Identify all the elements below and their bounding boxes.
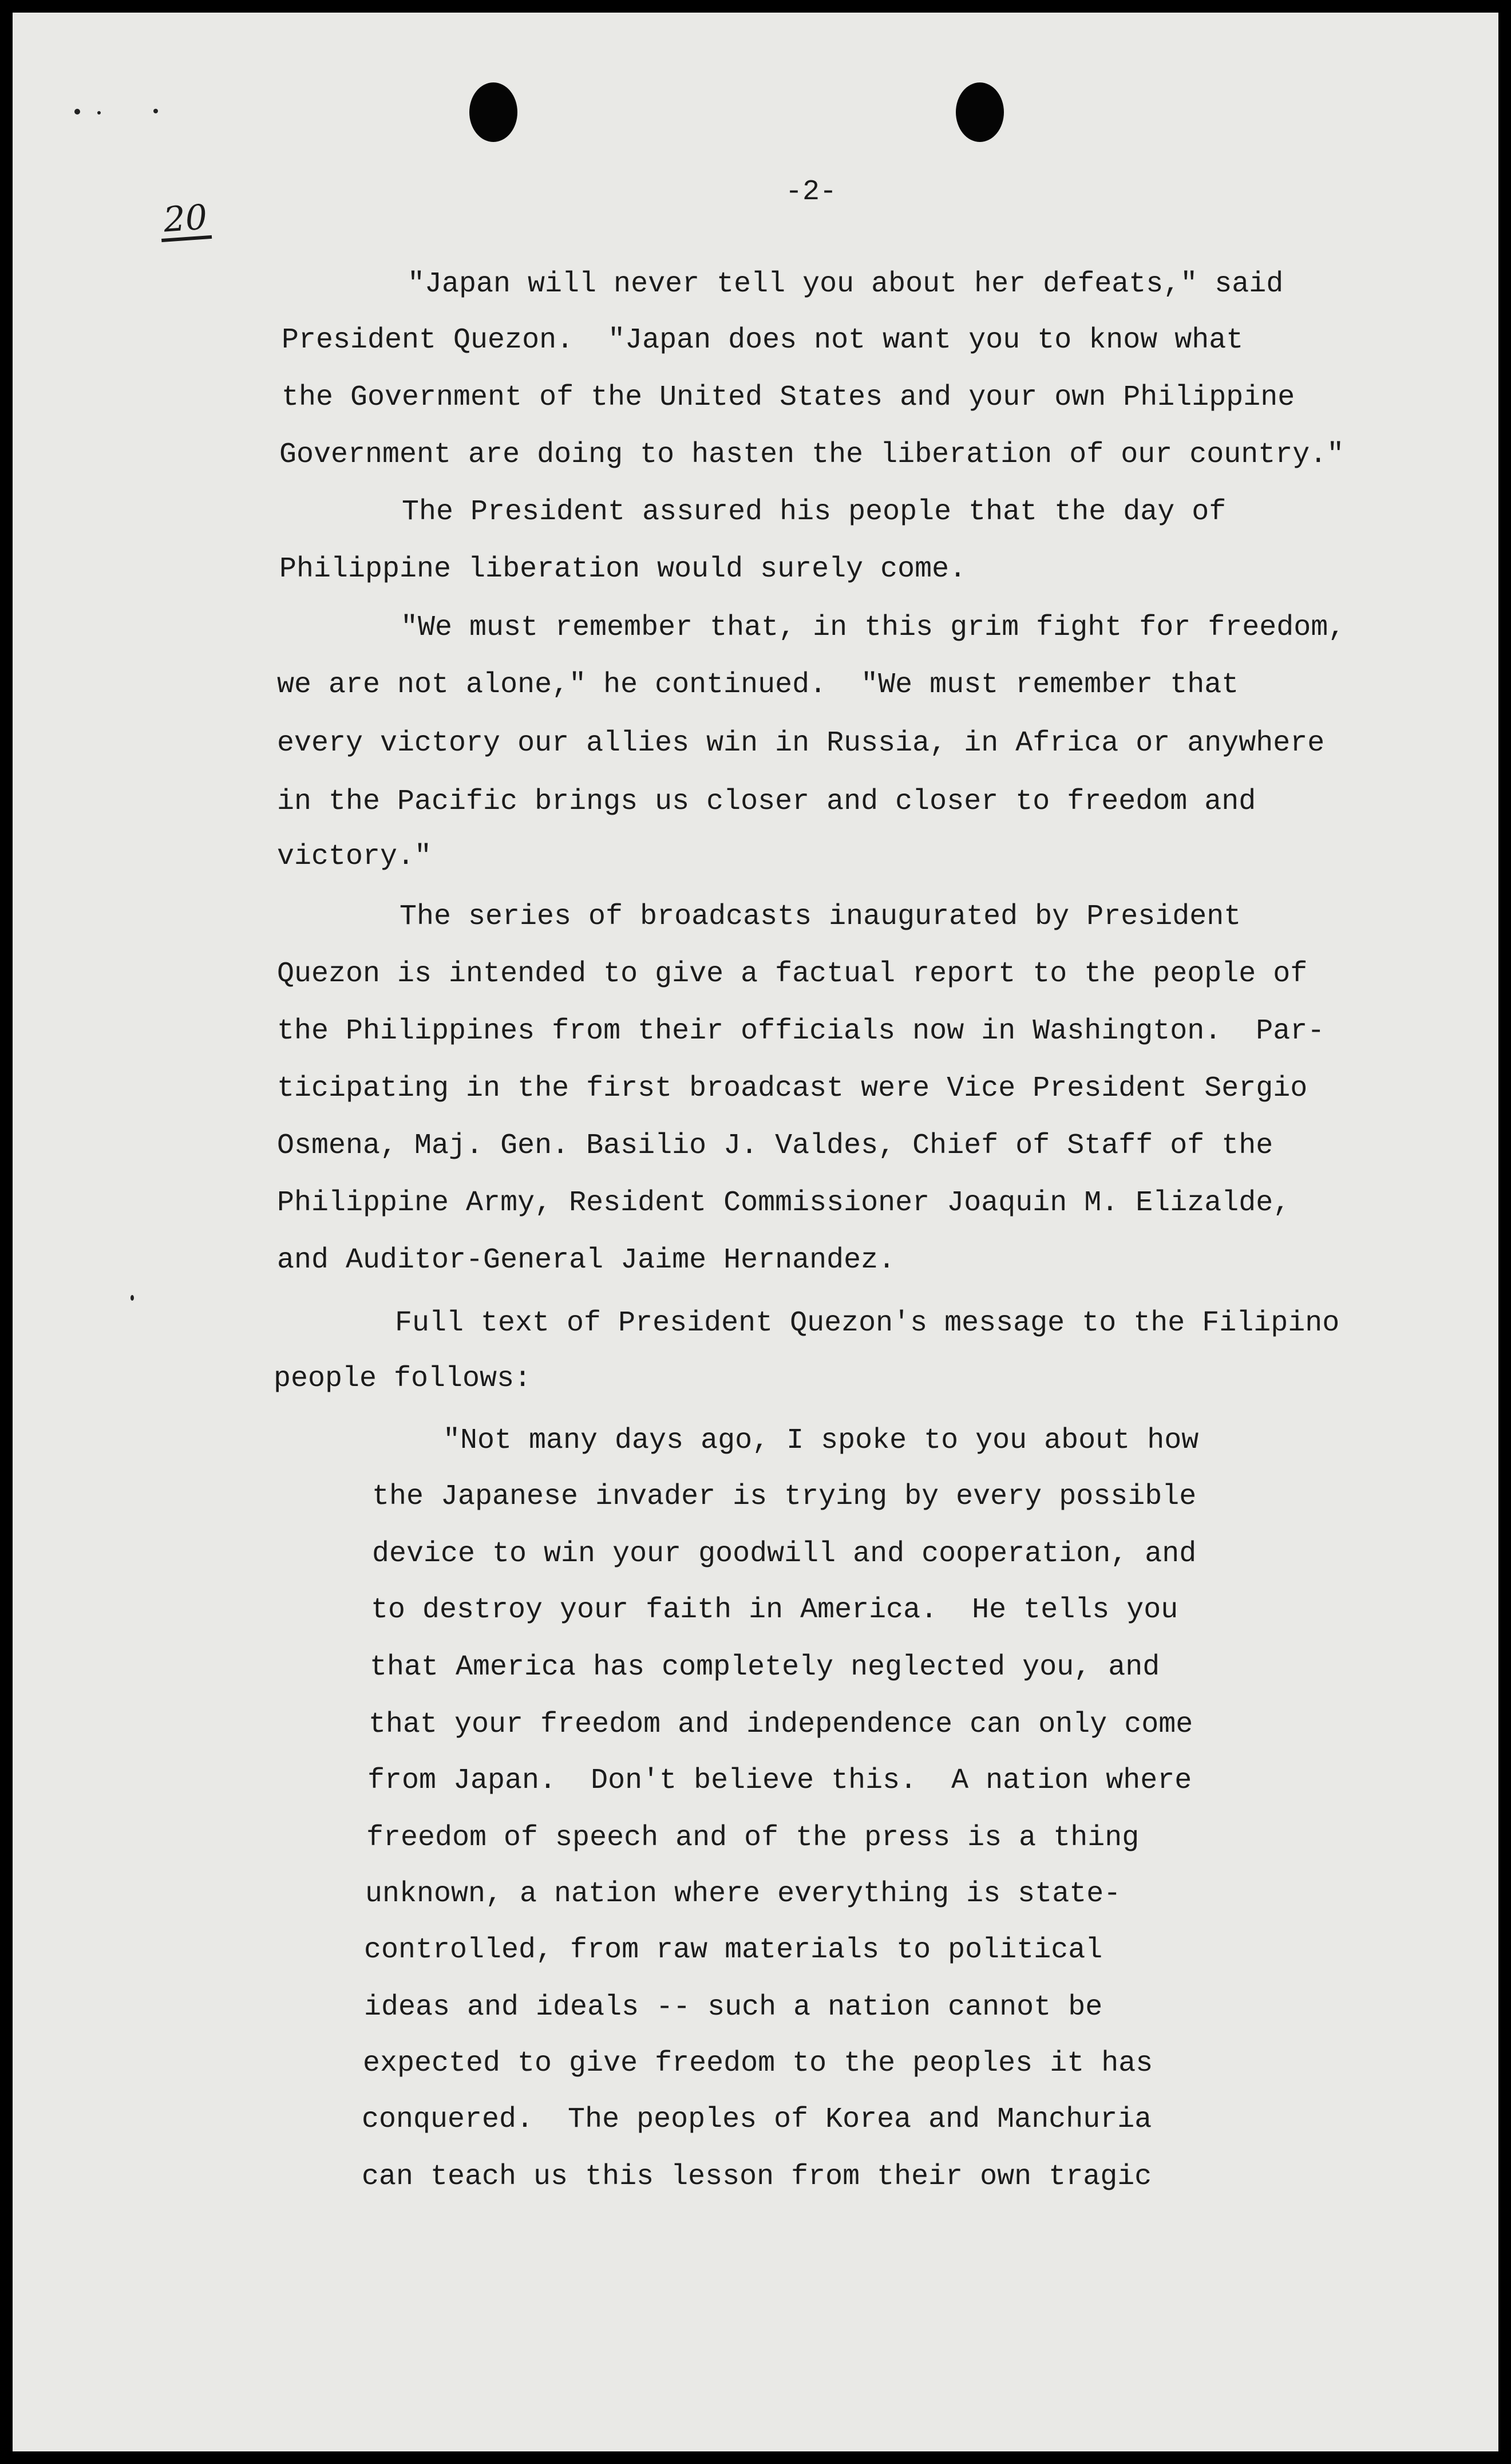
- text-line: "Japan will never tell you about her defeats," said: [408, 268, 1284, 301]
- text-line: Quezon is intended to give a factual report to the people of: [277, 958, 1308, 990]
- text-line: "We must remember that, in this grim fight for freedom,: [401, 611, 1346, 644]
- text-line: every victory our allies win in Russia, in Africa or anywhere: [277, 727, 1325, 760]
- ink-speck: [74, 109, 80, 114]
- document-page: [13, 13, 1498, 2451]
- text-line: victory.": [277, 840, 432, 873]
- text-line: controlled, from raw materials to political: [364, 1934, 1103, 1967]
- text-line: The President assured his people that the day of: [402, 496, 1227, 528]
- text-line: the Government of the United States and your own Philippine: [282, 381, 1295, 414]
- text-line: unknown, a nation where everything is state-: [365, 1878, 1121, 1910]
- text-line: expected to give freedom to the peoples it has: [363, 2047, 1153, 2080]
- text-line: device to win your goodwill and cooperation, and: [372, 1538, 1197, 1570]
- text-line: Philippine Army, Resident Commissioner Joaquin M. Elizalde,: [277, 1187, 1291, 1219]
- text-line: the Japanese invader is trying by every possible: [372, 1480, 1197, 1513]
- punch-hole-right: [956, 82, 1004, 142]
- text-line: ideas and ideals -- such a nation cannot be: [364, 1991, 1103, 2024]
- text-line: Government are doing to hasten the liberation of our country.": [279, 439, 1344, 471]
- text-line: President Quezon. "Japan does not want you to know what: [282, 324, 1244, 357]
- text-line: and Auditor-General Jaime Hernandez.: [277, 1244, 896, 1277]
- text-line: people follows:: [274, 1363, 532, 1395]
- text-line: freedom of speech and of the press is a thing: [366, 1822, 1140, 1854]
- punch-hole-left: [469, 82, 517, 142]
- text-line: that America has completely neglected you, and: [370, 1651, 1160, 1684]
- text-line: that your freedom and independence can only come: [369, 1708, 1193, 1741]
- text-line: in the Pacific brings us closer and closer to freedom and: [277, 785, 1256, 818]
- text-line: the Philippines from their officials now in Washington. Par-: [277, 1015, 1325, 1048]
- text-line: "Not many days ago, I spoke to you about how: [443, 1424, 1199, 1457]
- handwritten-mark: 20: [159, 200, 212, 242]
- text-line: we are not alone," he continued. "We must remember that: [277, 669, 1239, 701]
- ink-speck: [130, 1295, 134, 1301]
- text-line: from Japan. Don't believe this. A nation where: [367, 1764, 1192, 1797]
- text-line: The series of broadcasts inaugurated by President: [399, 901, 1241, 933]
- text-line: Philippine liberation would surely come.: [279, 553, 967, 586]
- text-line: Osmena, Maj. Gen. Basilio J. Valdes, Chief of Staff of the: [277, 1130, 1273, 1162]
- text-line: to destroy your faith in America. He tells you: [371, 1594, 1178, 1626]
- text-line: can teach us this lesson from their own tragic: [362, 2161, 1152, 2193]
- page-number: -2-: [785, 176, 837, 208]
- text-line: conquered. The peoples of Korea and Manchuria: [362, 2103, 1152, 2136]
- ink-speck: [153, 109, 158, 113]
- text-line: Full text of President Quezon's message to the Filipino: [395, 1307, 1340, 1340]
- text-line: ticipating in the first broadcast were Vice President Sergio: [277, 1072, 1308, 1105]
- ink-speck: [97, 111, 101, 114]
